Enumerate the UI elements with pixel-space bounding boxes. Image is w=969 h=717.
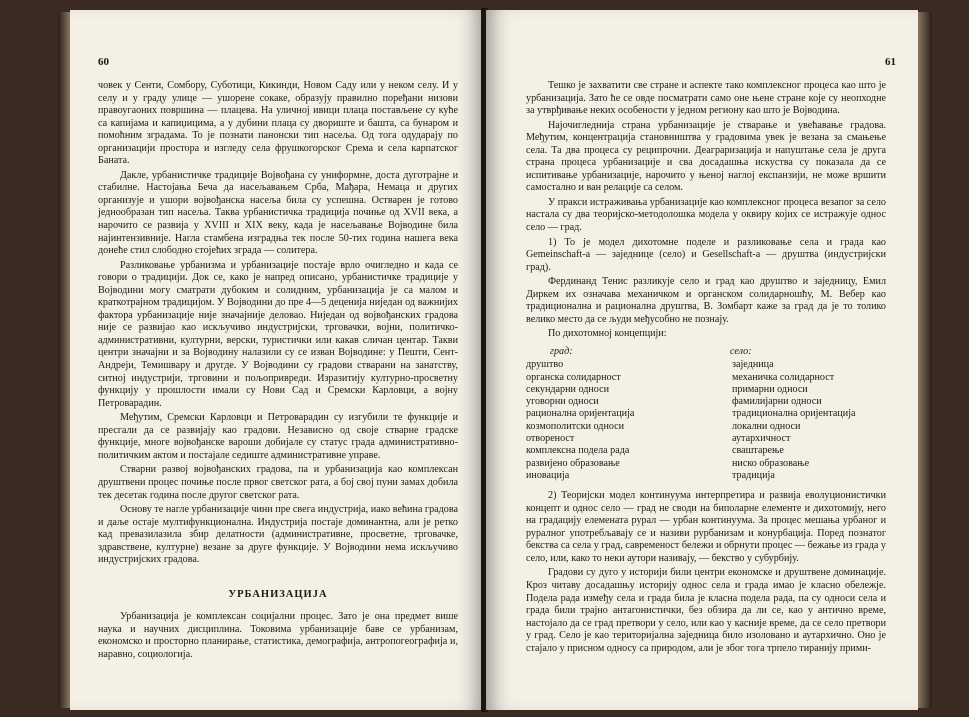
paragraph: Тешко је захватити све стране и аспекте тако комплексног процеса као што је урбанизација. Зато ће се овде посматрати само оне њене стране које су неопходне за утврђивање неких особености у једном региону као што је Војводина.	[526, 80, 886, 117]
table-row	[526, 408, 886, 420]
table-cell-village: фамилијарни односи	[732, 396, 822, 408]
paragraph: Међутим, Сремски Карловци и Петроварадин су изгубили те функције и пресгали да се развијају као градови. Независно од своје стварне градске функције, многе војвођанске вароши добијале су статус града административно-политичким актом и постајале седиште административне управе.	[98, 412, 458, 461]
paragraph: Основу те нагле урбанизације чини пре свега индустрија, иако већина градова и даље остаје мултифункционална. Индустрија постаје доминантна, али је ретко кад превазилазила збир делатности (административне, просветне, трговачке, здравствене, културне) везане за друге функције. У Војводини нема искључиво индустријских градова.	[98, 504, 458, 566]
table-cell-village: заједница	[732, 359, 774, 371]
paragraph: Градови су дуго у историји били центри економске и друштвене доминације. Кроз читаву досадашњу историју однос села и града имао је класно обележје. Подела рада између села и града била је класна подела рада, па су односи села и града били трајно антагонистички, без обзира да ли се, као у антично време, настојало да се град претвори у село, или као у каснијe време, да се село претвори у град. Село је као територијална заједница било изоловано и аутархично. Оно је стајало у присном односу са природом, али је због тога трпело тиранију прими-	[526, 567, 886, 654]
table-cell-city: отвореност	[526, 433, 575, 445]
paragraph: Разликовање урбанизма и урбанизације постаје врло очигледно и када се говори о традицији. Док се, како је напред описано, урбанистичке традиције у Војводини могу сматрати дубоким и солидним, урбанизација је са малом и краткотрајном традицијом. У Војводини до пре 4—5 деценија ниједан од важнијих фактора урбанизације није значајније деловао. Ниједан од војвођанских градова није се развијао као искључиво индустријски, трговачки, војни, политичко-административни, културни, верски, туристички или какав сличан центар. Такви центри значајни и за Војводину налазили су се изван Војводине: у Пешти, Сент-Андреји, Темишвару и другде. У Војводини су градови стварани на занатству, ситној индустрији, трговини и пољопривреди. Изразитију културно-просветну функцију у прошлости имали су Нови Сад и Сремски Карловци, а војну Петроварадин.	[98, 259, 458, 409]
table-cell-village: локални односи	[732, 420, 801, 432]
table-cell-city: козмополитски односи	[526, 420, 625, 432]
table-cell-village: аутархичност	[732, 433, 791, 445]
table-cell-city: иновација	[526, 469, 570, 481]
left-page-edge	[58, 12, 70, 708]
table-row	[526, 470, 886, 482]
right-page-body	[526, 80, 886, 657]
table-row	[526, 396, 886, 408]
table-cell-city: уговорни односи	[526, 396, 599, 408]
table-cell-village: механичка солидарност	[732, 371, 835, 383]
table-row	[526, 421, 886, 433]
table-row	[526, 445, 886, 457]
page-number-left: 60	[98, 56, 109, 68]
dichotomy-table-body	[526, 359, 886, 482]
paragraph: Урбанизација је комплексан социјални процес. Зато је она предмет више наука и научних дисциплина. Токовима урбанизације баве се урбанизам, економско и просторно планирање, статистика, демографија, антропогеографија и, наравно, социологија.	[98, 611, 458, 660]
left-page-body	[98, 80, 458, 664]
left-page	[70, 10, 483, 710]
table-row	[526, 359, 886, 371]
page-number-right: 61	[885, 56, 896, 68]
table-cell-city: рационална оријентација	[526, 408, 635, 420]
paragraph: Фердинанд Тенис разликује село и град као друштво и заједницу, Емил Диркем их означава механичком и органском солидарношћу, М. Вебер као традиционална и рационална друштва, В. Зомбарт каже за град да је то толико велико место да се људи међусобно не познају.	[526, 276, 886, 325]
table-cell-city: органска солидарност	[526, 371, 621, 383]
dichotomy-table	[526, 345, 886, 482]
table-cell-village: традиција	[732, 469, 775, 481]
table-cell-city: комплексна подела рада	[526, 445, 630, 457]
paragraph: 1) То је модел дихотомне поделе и разликовање села и града као Gemeinschaft-а — заједнице (село) и Gesellschaft-а — друштва (индустријски град).	[526, 236, 886, 273]
table-cell-city: развијено образовање	[526, 457, 620, 469]
section-heading: УРБАНИЗАЦИЈА	[228, 588, 328, 600]
right-page	[486, 10, 918, 710]
paragraph: Стварни развој војвођанских градова, па и урбанизација као комплексан друштвени процес почиње после првог светског рата, а бој свој пуни замах добила тек десетак година после другог светског рата.	[98, 464, 458, 501]
table-cell-village: примарни односи	[732, 383, 808, 395]
paragraph: По дихотомној концепцији:	[548, 328, 667, 340]
table-cell-village: ниско образовање	[732, 457, 810, 469]
paragraph: Најочигледнија страна урбанизације је стварање и увећавање градова. Међутим, концентрација становништва у градовима увек је везана за смањење села. Та два процеса су реципрочни. Деаграризација и напуштање села је друга страна процеса урбанизације и сва досадашња искуства су показала да се испитивање урбанизације, нарочито у њеној наглој експанзији, не може вршити самостално и ван релације са селом.	[526, 119, 886, 194]
paragraph: Дакле, урбанистичке традиције Војвођана су униформне, доста дуготрајне и стабилне. Настојања Беча да насељавањем Срба, Мађара, Немаца и других организује и ушори војвођанска насеља била су успешна. Остварен је готово једнообразан тип насеља. Таква урбанистичка традиција почиње од XVII века, а нарочито се развија у XVIII и XIX веку, када је насељавање Војводине била најинтензивније. Нагла стамбена изградња тек после 50-тих година нашега века донеће стил слободно стојећих зграда — солитера.	[98, 169, 458, 257]
table-row	[526, 384, 886, 396]
table-header-city: град:	[550, 345, 573, 357]
paragraph: човек у Сенти, Сомбору, Суботици, Кикинди, Новом Саду или у неком селу. И у селу и у граду улице — ушорене сокаке, образују правилно поређани низови правоугаоних површина — плацева. На уличној ивици плаца постављене су куће са капијама и капиџицима, а у дубини плаца су двориште и башта, са бунаром и помоћним зградама. То је познати панонски тип насеља. Од тога одударају по организацији простора и изгледу села фрушкогорског Срема и села карпатског Баната.	[98, 80, 458, 167]
table-cell-village: сваштарење	[732, 445, 784, 457]
table-row	[526, 372, 886, 384]
table-header-village: село:	[730, 345, 752, 357]
table-row	[526, 433, 886, 445]
table-cell-city: друштво	[526, 359, 564, 371]
paragraph: У пракси истраживања урбанизације као комплексног процеса везапог за село настала су два теоријско-методолошка модела у оквиру којих се истражује однос село — град.	[526, 196, 886, 234]
right-page-edge	[918, 12, 932, 708]
table-row	[526, 458, 886, 470]
table-cell-city: секундарни односи	[526, 383, 610, 395]
paragraph: 2) Теоријски модел континуума интерпретира и развија еволуционистички концепт и однос село — град не своди на биполарне елементе и дихотомију, него на градацију елемената рурал — урбан континуума. За процес мешања урбаног и руралног употребљавају се и називи рурбанизам и конурбација. Поред познатог бекства са села у град, савременост бележи и обрнути процес — бежање из града у село, или, како то неки аутори називају, — бекство у субурбију.	[526, 490, 886, 564]
table-cell-village: традиционална оријентација	[732, 408, 856, 420]
